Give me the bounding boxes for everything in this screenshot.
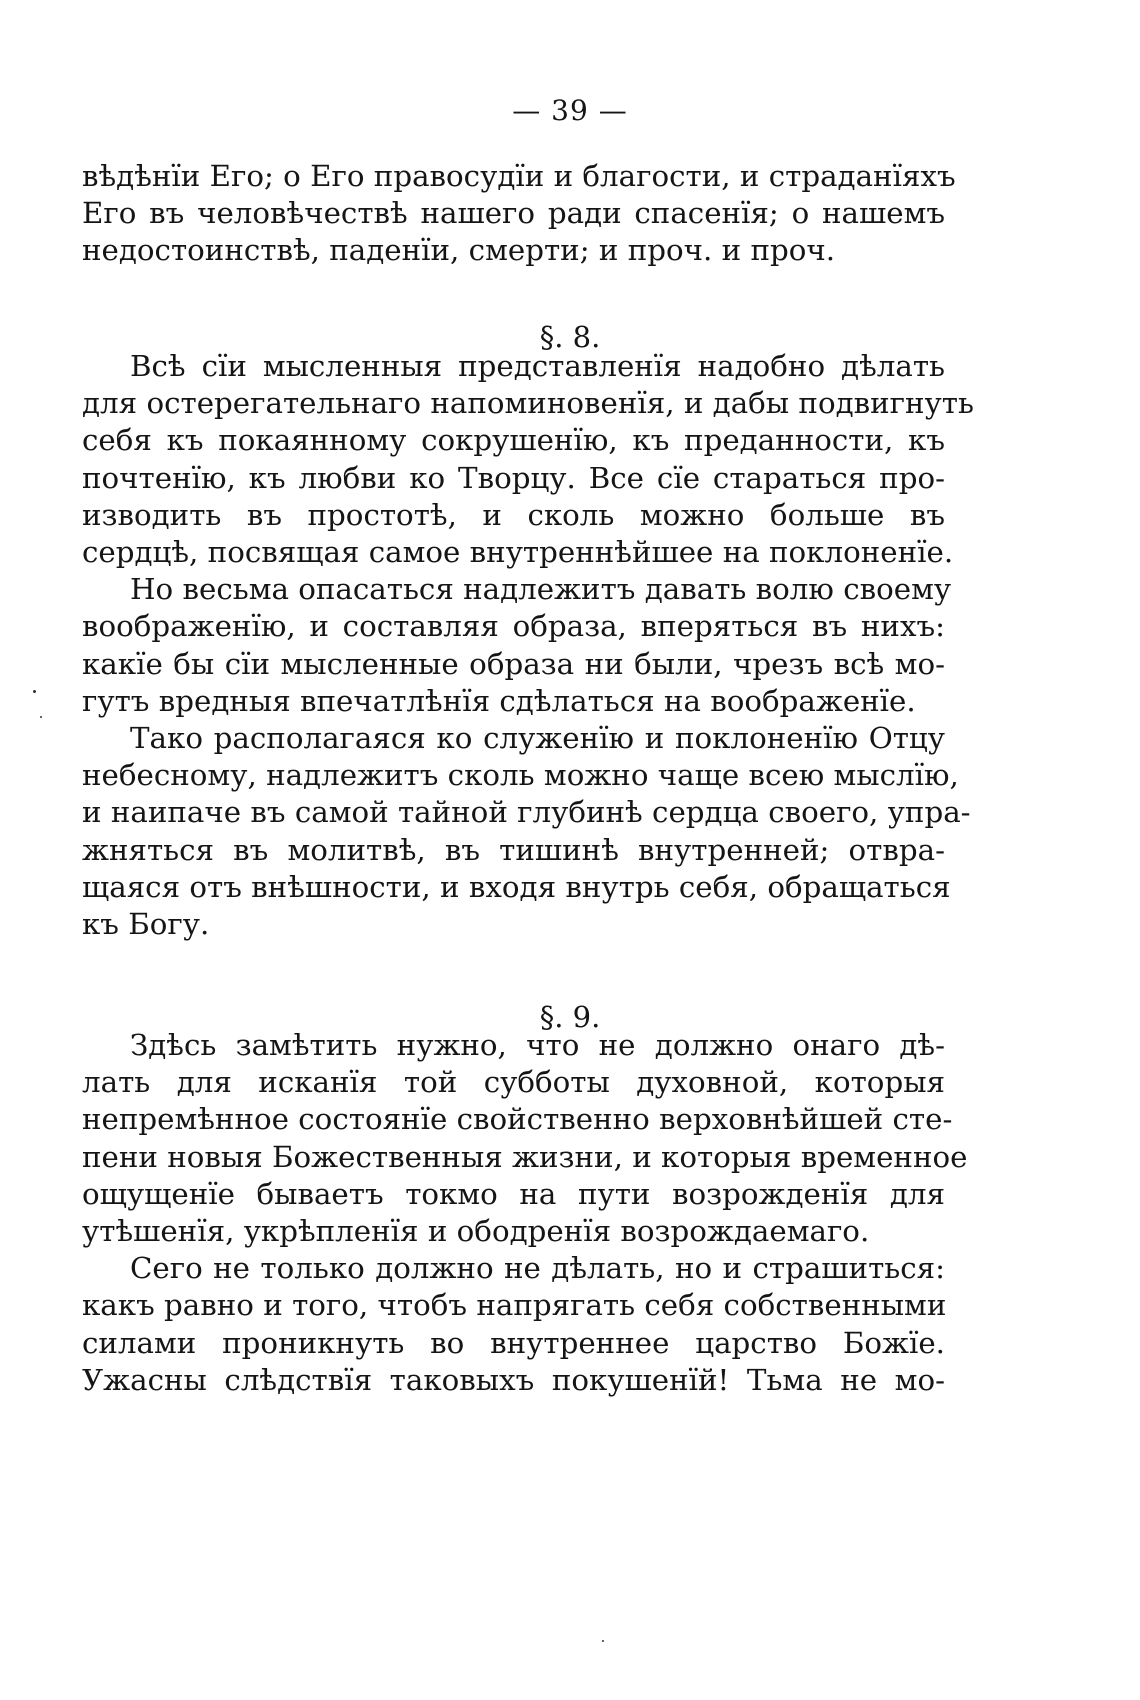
text-line: непремѣнное состоянїе свойственно верховнѣйшей сте- [82,1102,953,1137]
text-line: Тако располагаяся ко служенїю и поклоненїю Отцу [130,721,945,756]
text-line: Всѣ сїи мысленныя представленїя надобно дѣлать [130,349,945,383]
paragraph [82,158,956,270]
paragraph [82,1027,968,1250]
text-line: лать для исканїя той субботы духовной, которыя [82,1065,945,1100]
text-line: пени новыя Божественныя жизни, и которыя временное [82,1139,968,1174]
paragraph [82,348,974,571]
text-line: Сего не только должно не дѣлать, но и страшиться: [130,1251,945,1286]
page-number: — 39 — [512,94,628,127]
text-line: утѣшенїя, укрѣпленїя и ободренїя возрождаемаго. [82,1214,870,1249]
text-line: вѣдѣнїи Его; о Его правосудїи и благости, и страданїяхъ [82,159,956,193]
text-line: Ужасны слѣдствїя таковыхъ покушенїй! Тьма не мо- [82,1362,945,1397]
text-block-continued [82,158,956,270]
text-line: небесному, надлежитъ сколь можно чаще всею мыслїю, [82,758,959,793]
text-line: сердцѣ, посвящая самое внутреннѣйшее на поклоненїе. [82,535,954,570]
text-line: изводить въ простотѣ, и сколь можно больше въ [82,497,945,532]
text-line: Его въ человѣчествѣ нашего ради спасенїя; о нашемъ [82,196,945,231]
paragraph [82,720,971,943]
text-line: для остерегательнаго напоминовенїя, и дабы подвигнуть [82,386,974,421]
text-line: себя къ покаянному сокрушенїю, къ преданности, къ [82,423,945,458]
text-line: какъ равно и того, чтобъ напрягать себя собственными [82,1288,947,1323]
text-line: недостоинствѣ, паденїи, смерти; и проч. и проч. [82,233,836,268]
text-line: и наипаче въ самой тайной глубинѣ сердца своего, упра- [82,795,971,830]
text-line: какїе бы сїи мысленные образа ни были, чрезъ всѣ мо- [82,646,945,681]
text-line: жняться въ молитвѣ, въ тишинѣ внутренней; отвра- [82,832,945,867]
text-line: гутъ вредныя впечатлѣнїя сдѣлаться на воображенїе. [82,683,916,718]
scan-speck [40,716,42,718]
scan-speck [33,690,36,693]
section-8-body [82,348,974,943]
paragraph [82,571,952,720]
text-line: ощущенїе бываетъ токмо на пути возрожденїя для [82,1176,945,1211]
section-heading: §. 8. [539,320,601,354]
text-line: къ Богу. [82,907,210,942]
text-line: Здѣсь замѣтить нужно, что не должно онаго дѣ- [130,1028,945,1062]
text-line: щаяся отъ внѣшности, и входя внутрь себя, обращаться [82,869,951,904]
text-line: воображенїю, и составляя образа, вперяться въ нихъ: [82,609,945,644]
section-9-body [82,1027,968,1399]
scan-speck [602,1640,604,1642]
section-heading: §. 9. [539,1000,601,1034]
paragraph [82,1250,945,1399]
text-line: почтенїю, къ любви ко Творцу. Все сїе стараться про- [82,460,945,495]
text-line: Но весьма опасаться надлежитъ давать волю своему [130,572,952,607]
text-line: силами проникнуть во внутреннее царство Божїе. [82,1325,945,1360]
